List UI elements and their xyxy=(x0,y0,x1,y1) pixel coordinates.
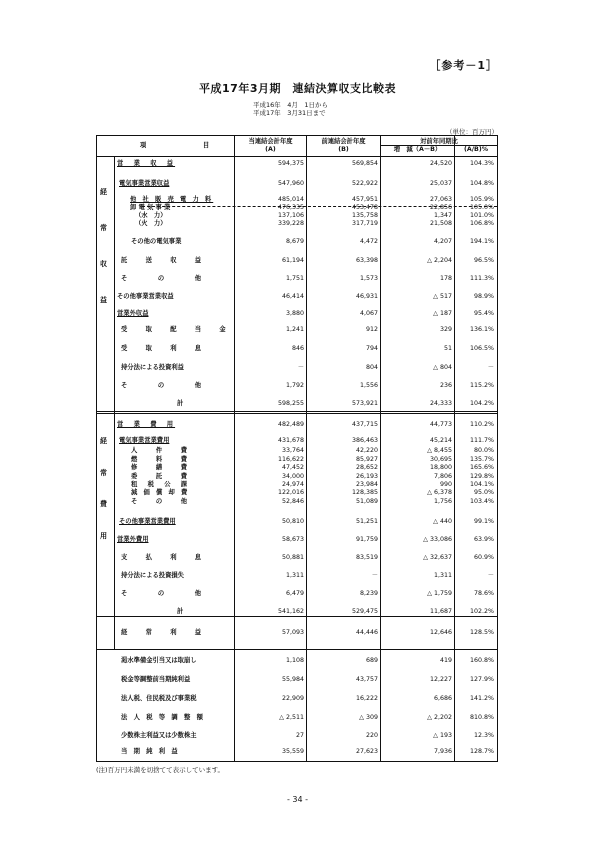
table-row xyxy=(97,656,497,666)
current-year-value: 485,014 xyxy=(277,196,304,203)
difference-value: △ 2,204 xyxy=(427,257,452,264)
difference-value: △ 1,759 xyxy=(427,590,452,597)
ratio-value: 111.3% xyxy=(469,275,494,282)
ratio-value: 106.8% xyxy=(469,220,494,227)
row-label: 営 業 収 益 xyxy=(117,160,176,167)
difference-value: △ 440 xyxy=(433,518,452,525)
previous-year-value: △ 309 xyxy=(359,714,378,721)
row-label: 営業外収益 xyxy=(117,310,149,317)
previous-year-value: 437,715 xyxy=(351,421,378,428)
previous-year-value: 522,922 xyxy=(351,180,378,187)
current-year-value: 24,974 xyxy=(281,481,304,488)
current-year-value: 137,106 xyxy=(277,212,304,219)
previous-year-value: 317,719 xyxy=(351,220,378,227)
current-year-value: － xyxy=(297,364,304,371)
difference-value: △ 2,202 xyxy=(427,714,452,721)
previous-year-value: 27,623 xyxy=(355,748,378,755)
row-label: 修 繕 費 xyxy=(131,464,190,471)
table-row xyxy=(97,535,497,545)
row-label: 渇水準備金引当又は取崩し xyxy=(121,657,197,664)
difference-value: △ 8,455 xyxy=(427,447,452,454)
ratio-value: 12.3% xyxy=(473,732,494,739)
difference-value: 6,686 xyxy=(433,695,452,702)
previous-year-value: 51,089 xyxy=(355,498,378,505)
table-row xyxy=(97,497,497,507)
previous-year-value: 8,239 xyxy=(359,590,378,597)
row-label: 計 xyxy=(177,608,184,615)
current-year-value: 55,984 xyxy=(281,676,304,683)
difference-value: 7,806 xyxy=(433,473,452,480)
previous-year-value: 46,931 xyxy=(355,293,378,300)
ratio-value: 194.1% xyxy=(469,238,494,245)
table-row xyxy=(97,675,497,685)
row-label: 受 取 配 当 金 xyxy=(121,326,232,333)
difference-value: △ 187 xyxy=(433,310,452,317)
row-label: （水 力） xyxy=(135,212,167,219)
table-row xyxy=(97,274,497,284)
row-label: 持分法による投資損失 xyxy=(121,572,184,579)
previous-year-value: 83,519 xyxy=(355,554,378,561)
comparison-table xyxy=(96,135,498,762)
previous-year-value: 529,475 xyxy=(351,608,378,615)
row-label: 法 人 税 等 調 整 額 xyxy=(121,714,203,721)
difference-value: 27,063 xyxy=(429,196,452,203)
reference-label: ［参考－1］ xyxy=(429,59,498,72)
current-year-value: 34,000 xyxy=(281,473,304,480)
table-row xyxy=(97,219,497,229)
difference-value: 329 xyxy=(439,326,452,333)
previous-year-value: 794 xyxy=(365,345,378,352)
row-label: そ の 他 xyxy=(121,275,208,282)
row-label: 当 期 純 利 益 xyxy=(121,748,178,755)
row-label: その他の電気事業 xyxy=(131,238,182,245)
ratio-value: 128.5% xyxy=(469,629,494,636)
difference-value: △ 33,086 xyxy=(423,536,452,543)
difference-value: 24,520 xyxy=(429,160,452,167)
previous-year-value: 1,556 xyxy=(359,382,378,389)
current-year-value: 541,162 xyxy=(277,608,304,615)
table-row xyxy=(97,628,497,638)
current-year-value: 1,792 xyxy=(285,382,304,389)
difference-value: 1,311 xyxy=(433,572,452,579)
row-label: そ の 他 xyxy=(121,590,208,597)
previous-year-value: 28,652 xyxy=(355,464,378,471)
current-year-value: 8,679 xyxy=(285,238,304,245)
row-label: そ の 他 xyxy=(121,382,208,389)
current-year-value: 22,909 xyxy=(281,695,304,702)
ratio-value: 127.9% xyxy=(469,676,494,683)
previous-year-value: 128,385 xyxy=(351,489,378,496)
difference-value: △ 193 xyxy=(433,732,452,739)
current-year-value: 3,880 xyxy=(285,310,304,317)
difference-value: 45,214 xyxy=(429,437,452,444)
difference-value: 178 xyxy=(439,275,452,282)
difference-value: 44,773 xyxy=(429,421,452,428)
row-label: 人 件 費 xyxy=(131,447,190,454)
current-year-value: 116,622 xyxy=(277,456,304,463)
ratio-value: 78.6% xyxy=(473,590,494,597)
difference-value: 419 xyxy=(439,657,452,664)
table-row xyxy=(97,179,497,189)
row-label: 経 常 利 益 xyxy=(121,629,208,636)
period-to: 平成17年 3月31日まで xyxy=(253,109,326,117)
ratio-value: 111.7% xyxy=(469,437,494,444)
ratio-value: 136.1% xyxy=(469,326,494,333)
table-row xyxy=(97,325,497,335)
ratio-value: 129.8% xyxy=(469,473,494,480)
previous-year-value: 91,759 xyxy=(355,536,378,543)
previous-year-value: 220 xyxy=(365,732,378,739)
table-row xyxy=(97,553,497,563)
current-year-value: 50,881 xyxy=(281,554,304,561)
current-year-value: 547,960 xyxy=(277,180,304,187)
current-year-value: 52,846 xyxy=(281,498,304,505)
table-row xyxy=(97,292,497,302)
current-year-value: 27 xyxy=(295,732,304,739)
difference-value: 18,800 xyxy=(429,464,452,471)
ratio-value: 105.0% xyxy=(469,204,494,211)
ratio-value: 165.6% xyxy=(469,464,494,471)
row-label: 電気事業営業収益 xyxy=(119,180,170,187)
previous-year-value: 4,472 xyxy=(359,238,378,245)
ratio-value: 98.9% xyxy=(473,293,494,300)
row-label: 燃 料 費 xyxy=(131,456,190,463)
current-year-value: 1,241 xyxy=(285,326,304,333)
table-row xyxy=(97,571,497,581)
ratio-value: 810.8% xyxy=(469,714,494,721)
row-label: 税金等調整前当期純利益 xyxy=(121,676,191,683)
previous-year-value: 573,921 xyxy=(351,400,378,407)
header-previous-year-sub: (B) xyxy=(338,146,349,153)
current-year-value: △ 2,511 xyxy=(279,714,304,721)
current-year-value: 339,228 xyxy=(277,220,304,227)
current-year-value: 846 xyxy=(291,345,304,352)
row-label: 計 xyxy=(177,400,184,407)
difference-value: 12,646 xyxy=(429,629,452,636)
previous-year-value: 63,398 xyxy=(355,257,378,264)
table-row xyxy=(97,436,497,446)
row-label: 託 送 収 益 xyxy=(121,257,208,264)
page-title: 平成17年3月期 連結決算収支比較表 xyxy=(199,82,396,95)
previous-year-value: 135,758 xyxy=(351,212,378,219)
current-year-value: 431,678 xyxy=(277,437,304,444)
current-year-value: 50,810 xyxy=(281,518,304,525)
header-previous-year: 前連結会計年度 xyxy=(321,138,366,145)
difference-value: 1,756 xyxy=(433,498,452,505)
difference-value: △ 517 xyxy=(433,293,452,300)
row-label: 持分法による投資利益 xyxy=(121,364,184,371)
ratio-value: － xyxy=(487,572,494,579)
section-recurring-revenue: 経 常 収 益 xyxy=(100,188,107,304)
current-year-value: 482,489 xyxy=(277,421,304,428)
current-year-value: 1,751 xyxy=(285,275,304,282)
previous-year-value: 16,222 xyxy=(355,695,378,702)
difference-value: 1,347 xyxy=(433,212,452,219)
footnote: (注)百万円未満を切捨てて表示しています。 xyxy=(96,766,225,774)
table-row xyxy=(97,731,497,741)
row-label: 卸 電 気 事 業 xyxy=(130,204,171,211)
current-year-value: 47,452 xyxy=(281,464,304,471)
difference-value: 30,695 xyxy=(429,456,452,463)
section-recurring-expense: 経 常 費 用 xyxy=(100,437,107,540)
header-yoy: 対前年同期比 xyxy=(420,138,458,145)
difference-value: 990 xyxy=(439,481,452,488)
ratio-value: 110.2% xyxy=(469,421,494,428)
previous-year-value: 804 xyxy=(365,364,378,371)
ratio-value: 104.1% xyxy=(469,481,494,488)
current-year-value: 1,108 xyxy=(285,657,304,664)
previous-year-value: 43,757 xyxy=(355,676,378,683)
previous-year-value: 457,951 xyxy=(351,196,378,203)
previous-year-value: 44,446 xyxy=(355,629,378,636)
difference-value: 7,936 xyxy=(433,748,452,755)
table-row xyxy=(97,363,497,373)
row-label: その他事業営業収益 xyxy=(117,293,174,300)
ratio-value: 104.8% xyxy=(469,180,494,187)
table-row xyxy=(97,344,497,354)
current-year-value: 1,311 xyxy=(285,572,304,579)
page-number: - 34 - xyxy=(286,795,309,804)
previous-year-value: 4,067 xyxy=(359,310,378,317)
current-year-value: 598,255 xyxy=(277,400,304,407)
table-row xyxy=(97,256,497,266)
ratio-value: 80.0% xyxy=(473,447,494,454)
previous-year-value: 689 xyxy=(365,657,378,664)
row-label: 営 業 費 用 xyxy=(117,421,176,428)
row-label: その他事業営業費用 xyxy=(119,518,176,525)
ratio-value: 63.9% xyxy=(473,536,494,543)
current-year-value: 61,194 xyxy=(281,257,304,264)
ratio-value: － xyxy=(487,364,494,371)
difference-value: 24,333 xyxy=(429,400,452,407)
row-label: 支 払 利 息 xyxy=(121,554,208,561)
table-row xyxy=(97,713,497,723)
current-year-value: 594,375 xyxy=(277,160,304,167)
ratio-value: 128.7% xyxy=(469,748,494,755)
ratio-value: 95.0% xyxy=(473,489,494,496)
header-current-year: 当連結会計年度 xyxy=(248,138,293,145)
ratio-value: 103.4% xyxy=(469,498,494,505)
row-label: 他 社 販 売 電 力 料 xyxy=(130,196,214,203)
difference-value: 25,037 xyxy=(429,180,452,187)
previous-year-value: 51,251 xyxy=(355,518,378,525)
ratio-value: 96.5% xyxy=(473,257,494,264)
difference-value: 12,227 xyxy=(429,676,452,683)
ratio-value: 104.2% xyxy=(469,400,494,407)
current-year-value: 35,559 xyxy=(281,748,304,755)
row-label: 受 取 利 息 xyxy=(121,345,208,352)
header-current-year-sub: (A) xyxy=(265,146,276,153)
table-row xyxy=(97,309,497,319)
table-row xyxy=(97,747,497,757)
ratio-value: 95.4% xyxy=(473,310,494,317)
ratio-value: 99.1% xyxy=(473,518,494,525)
period-from: 平成16年 4月 1日から xyxy=(253,101,329,109)
previous-year-value: 569,854 xyxy=(351,160,378,167)
difference-value: 22,856 xyxy=(429,204,452,211)
current-year-value: 57,093 xyxy=(281,629,304,636)
table-row xyxy=(97,589,497,599)
ratio-value: 105.9% xyxy=(469,196,494,203)
ratio-value: 160.8% xyxy=(469,657,494,664)
difference-value: 236 xyxy=(439,382,452,389)
difference-value: 21,508 xyxy=(429,220,452,227)
table-row xyxy=(97,381,497,391)
table-row xyxy=(97,420,497,430)
row-label: 減 価 償 却 費 xyxy=(131,489,190,496)
ratio-value: 102.2% xyxy=(469,608,494,615)
row-label: 営業外費用 xyxy=(117,536,149,543)
difference-value: △ 804 xyxy=(433,364,452,371)
row-label: そ の 他 xyxy=(131,498,190,505)
previous-year-value: 23,984 xyxy=(355,481,378,488)
current-year-value: 33,764 xyxy=(281,447,304,454)
current-year-value: 46,414 xyxy=(281,293,304,300)
row-label: （火 力） xyxy=(135,220,167,227)
current-year-value: 6,479 xyxy=(285,590,304,597)
ratio-value: 106.5% xyxy=(469,345,494,352)
previous-year-value: 1,573 xyxy=(359,275,378,282)
ratio-value: 135.7% xyxy=(469,456,494,463)
table-row xyxy=(97,694,497,704)
previous-year-value: 386,463 xyxy=(351,437,378,444)
header-item: 項 目 xyxy=(139,142,210,149)
table-row xyxy=(97,607,497,617)
row-label: 少数株主利益又は少数株主 xyxy=(121,732,197,739)
current-year-value: 58,673 xyxy=(281,536,304,543)
previous-year-value: 85,927 xyxy=(355,456,378,463)
previous-year-value: － xyxy=(371,572,378,579)
previous-year-value: 453,478 xyxy=(351,204,378,211)
ratio-value: 101.0% xyxy=(469,212,494,219)
ratio-value: 115.2% xyxy=(469,382,494,389)
previous-year-value: 912 xyxy=(365,326,378,333)
difference-value: 4,207 xyxy=(433,238,452,245)
ratio-value: 104.3% xyxy=(469,160,494,167)
difference-value: △ 6,378 xyxy=(427,489,452,496)
table-row xyxy=(97,399,497,409)
ratio-value: 60.9% xyxy=(473,554,494,561)
difference-value: 11,687 xyxy=(429,608,452,615)
current-year-value: 476,335 xyxy=(277,204,304,211)
previous-year-value: 42,220 xyxy=(355,447,378,454)
header-pct: (A/B)% xyxy=(463,146,489,153)
unit-label: （単位：百万円） xyxy=(446,128,498,136)
difference-value: 51 xyxy=(443,345,452,352)
current-year-value: 122,016 xyxy=(277,489,304,496)
row-label: 電気事業営業費用 xyxy=(119,437,170,444)
header-diff: 増 減（A－B） xyxy=(393,146,442,153)
ratio-value: 141.2% xyxy=(469,695,494,702)
row-label: 委 託 費 xyxy=(131,473,190,480)
table-row xyxy=(97,517,497,527)
previous-year-value: 26,193 xyxy=(355,473,378,480)
table-row xyxy=(97,237,497,247)
row-label: 法人税、住民税及び事業税 xyxy=(121,695,197,702)
row-label: 租 税 公 課 xyxy=(131,481,190,488)
table-row xyxy=(97,159,497,169)
difference-value: △ 32,637 xyxy=(423,554,452,561)
